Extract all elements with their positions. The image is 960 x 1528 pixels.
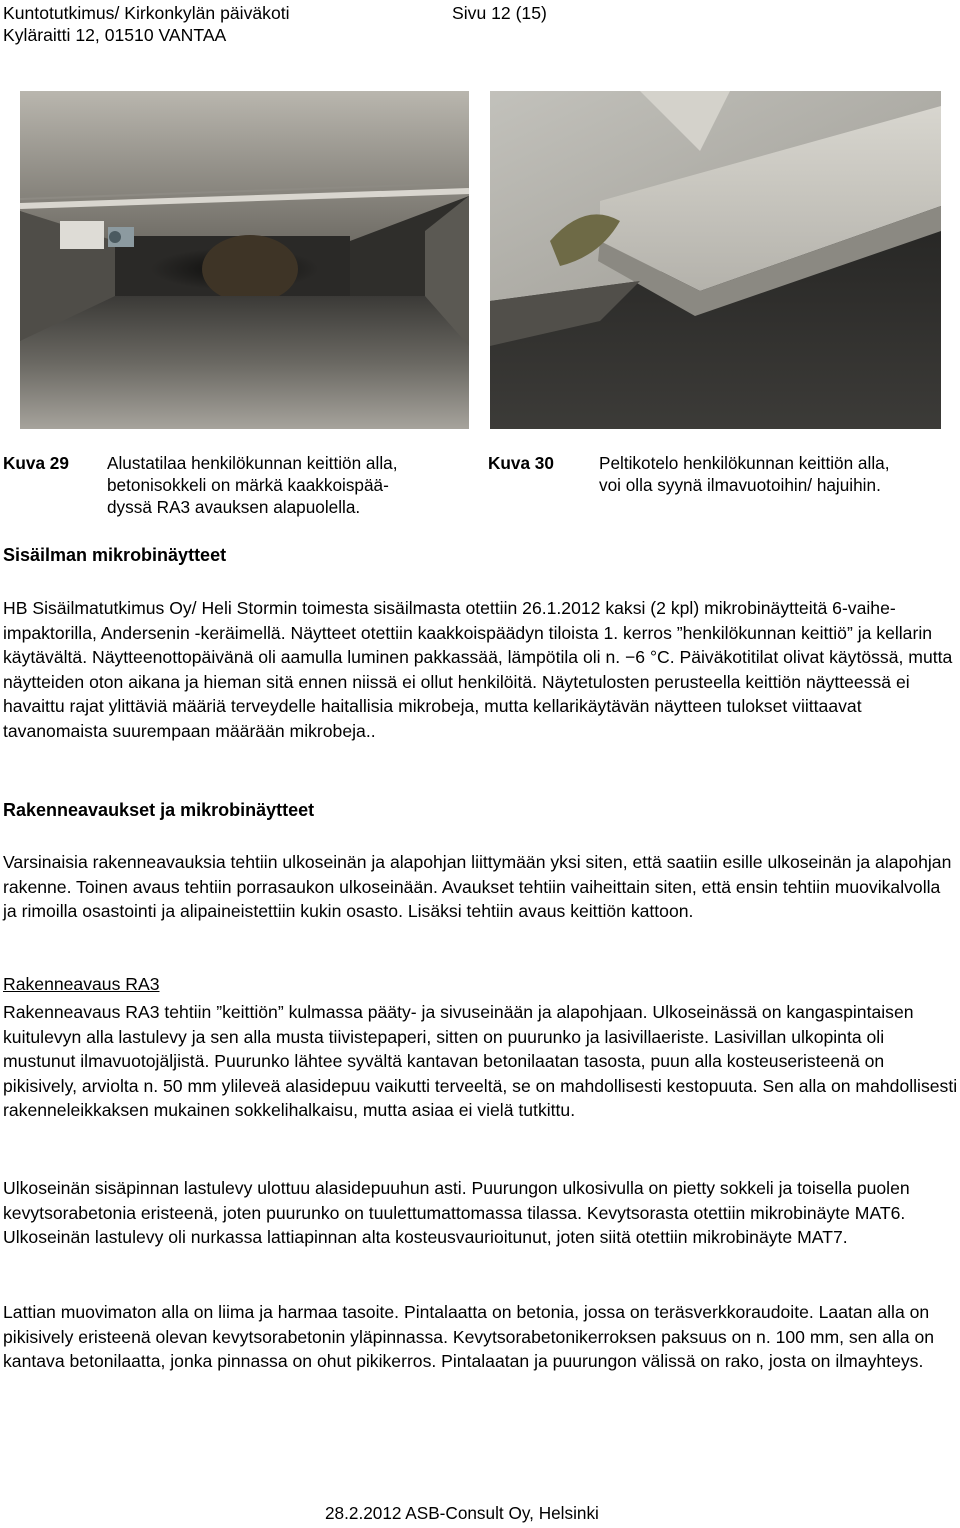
figure-29-caption [107, 452, 467, 518]
document-address: Kyläraitti 12, 01510 VANTAA [3, 25, 227, 45]
caption-line: voi olla syynä ilmavuotoihin/ hajuihin. [599, 475, 881, 495]
section-heading-indoor-air-samples: Sisäilman mikrobinäytteet [3, 545, 227, 565]
page-number: Sivu 12 (15) [452, 3, 547, 23]
caption-line: betonisokkeli on märkä kaakkoispää- [107, 475, 389, 495]
paragraph: Varsinaisia rakenneavauksia tehtiin ulkoseinän ja alapohjan liittymään yksi siten, että saatiin esille ulkoseinän ja alapohjan rakenne. Toinen avaus tehtiin porrasaukon ulkoseinään. Avaukset tehtiin vaiheittain siten, että ensin tehtiin muovikalvolla ja rimoilla osastointi ja alipaineistettiin kukin osasto. Lisäksi tehtiin avaus keittiön kattoon. [3, 852, 952, 922]
caption-line: dyssä RA3 avauksen alapuolella. [107, 497, 361, 517]
paragraph: HB Sisäilmatutkimus Oy/ Heli Stormin toimesta sisäilmasta otettiin 26.1.2012 kaksi (2 kpl) mikrobinäytteitä 6-vaihe-impaktorilla, Andersenin -keräimellä. Näytteet otettiin kaakkoispäädyn tiloista 1. kerros ”henkilökunnan keittiö” ja kellarin käytävältä. Näytteenottopäivänä oli aamulla luminen pakkassää, lämpötila oli n. −6 °C. Päiväkotitilat olivat käytössä, mutta näytteiden oton aikana ja hieman sitä ennen niissä ei ollut henkilöitä. Näytetulosten perusteella keittiön näytteessä ei havaittu rajat ylittäviä määriä terveydelle haitallisia mikrobeja, mutta kellarikäytävän näytteen tulokset viittaavat tavanomaista suurempaan määrään mikrobeja.. [3, 598, 953, 741]
photo-crawlspace-under-kitchen [20, 91, 469, 429]
figure-29-label: Kuva 29 [3, 453, 69, 473]
paragraph: Rakenneavaus RA3 tehtiin ”keittiön” kulmassa pääty- ja sivuseinään ja alapohjaan. Ulkoseinässä on kangaspintaisen kuitulevyn alla lastulevy ja sen alla musta tiivistepaperi, sitten on puurunko ja lasivillaeriste. Lasivillan ulkopinta oli mustunut ilmavuotojäljistä. Puurunko lähtee syvältä kantavan betonilaatan tasosta, puun alla kosteuseristeenä on pikisively, arviolta n. 50 mm ylileveä alasidepuu vaikutti terveeltä, se on mahdollisesti kestopuuta. Sen alla on mahdollisesti rakenneleikkaksen mukainen sokkelihalkaisu, mutta asiaa ei vielä tutkittu. [3, 1002, 958, 1121]
section-ra3-paragraph-1 [3, 1000, 958, 1123]
document-title: Kuntotutkimus/ Kirkonkylän päiväkoti [3, 3, 290, 23]
section-ra3-paragraph-3 [3, 1300, 958, 1374]
footer-text: 28.2.2012 ASB-Consult Oy, Helsinki [325, 1503, 599, 1523]
figure-30-caption [599, 452, 959, 496]
photo-sheet-metal-casing [490, 91, 941, 429]
section-indoor-air-text [3, 596, 958, 744]
section-structural-openings-text [3, 850, 958, 924]
section-heading-structural-openings: Rakenneavaukset ja mikrobinäytteet [3, 800, 315, 820]
section-ra3-paragraph-2 [3, 1176, 958, 1250]
caption-line: Alustatilaa henkilökunnan keittiön alla, [107, 453, 398, 473]
figure-30-label: Kuva 30 [488, 453, 554, 473]
paragraph: Ulkoseinän sisäpinnan lastulevy ulottuu alasidepuuhun asti. Puurungon ulkosivulla on pietty sokkeli ja toisella puolen kevytsorabetonia eristeenä, joten puurunko on tuulettumattomassa tilassa. Kevytsorasta otettiin mikrobinäyte MAT6. Ulkoseinän lastulevy oli nurkassa lattiapinnan alta kosteusvaurioitunut, joten siitä otettiin mikrobinäyte MAT7. [3, 1178, 910, 1248]
section-heading-ra3: Rakenneavaus RA3 [3, 974, 160, 994]
paragraph: Lattian muovimaton alla on liima ja harmaa tasoite. Pintalaatta on betonia, jossa on teräsverkkoraudoite. Laatan alla on pikisively eristeenä olevan kevytsorabetonin yläpinnassa. Kevytsorabetonikerroksen paksuus on n. 100 mm, sen alla on kantava betonilaatta, jonka pinnassa on ohut pikikerros. Pintalaatan ja puurungon välissä on rako, josta on ilmayhteys. [3, 1302, 935, 1372]
caption-line: Peltikotelo henkilökunnan keittiön alla, [599, 453, 890, 473]
